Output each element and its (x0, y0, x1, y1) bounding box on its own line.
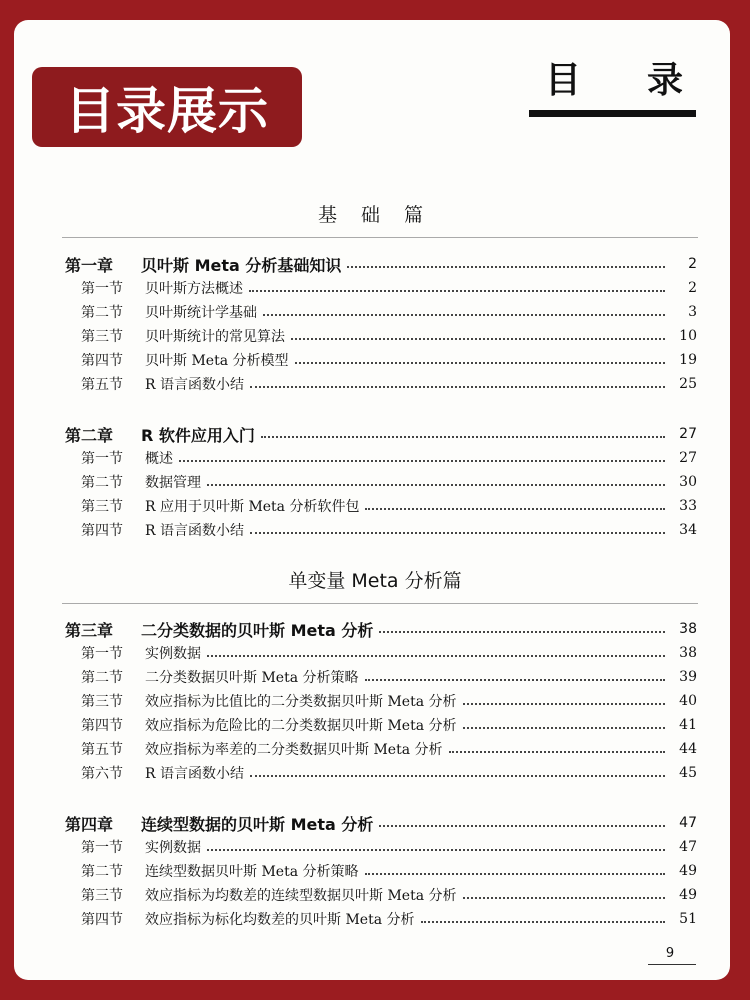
toc-section (65, 641, 697, 665)
section-title-univariate: 单变量 Meta 分析篇 (288, 570, 462, 592)
toc-section (65, 883, 697, 907)
section-title: R 应用于贝叶斯 Meta 分析软件包 (145, 499, 360, 515)
page-number: 30 (679, 474, 697, 490)
page-number: 2 (688, 256, 697, 272)
section-title: 贝叶斯 Meta 分析模型 (145, 353, 289, 369)
dot-leader (421, 919, 666, 923)
page-number: 40 (679, 693, 697, 709)
dot-leader (463, 725, 666, 729)
section-title: 效应指标为比值比的二分类数据贝叶斯 Meta 分析 (145, 694, 457, 710)
section-number: 第二节 (81, 475, 123, 491)
section-title: 实例数据 (145, 646, 201, 662)
section-number: 第三节 (81, 329, 123, 345)
section-number: 第四节 (81, 718, 123, 734)
section-divider (62, 603, 698, 604)
dot-leader (207, 847, 665, 851)
page-number: 25 (679, 376, 697, 392)
dot-leader (250, 384, 665, 388)
section-number: 第四节 (81, 353, 123, 369)
section-number: 第五节 (81, 377, 123, 393)
toc-section (65, 689, 697, 713)
dot-leader (179, 458, 665, 462)
toc-section (65, 276, 697, 300)
section-title: 连续型数据贝叶斯 Meta 分析策略 (145, 864, 359, 880)
toc-section (65, 737, 697, 761)
toc-section (65, 761, 697, 785)
dot-leader (347, 264, 665, 268)
title-char-2: 录 (646, 58, 683, 101)
page-number: 47 (679, 815, 697, 831)
folio-rule (648, 964, 696, 965)
section-number: 第四节 (81, 912, 123, 928)
toc-section (65, 348, 697, 372)
section-number: 第三节 (81, 888, 123, 904)
toc-section (65, 835, 697, 859)
dot-leader (250, 773, 665, 777)
toc-chapter (65, 422, 697, 446)
section-title: 数据管理 (145, 475, 201, 491)
dot-leader (379, 823, 665, 827)
toc-chapter (65, 617, 697, 641)
page-number: 19 (679, 352, 697, 368)
section-number: 第四节 (81, 523, 123, 539)
section-title-basics: 基 础 篇 (317, 204, 433, 226)
toc-section (65, 324, 697, 348)
section-number: 第二节 (81, 670, 123, 686)
toc-section (65, 713, 697, 737)
section-number: 第三节 (81, 694, 123, 710)
page-number: 51 (679, 911, 697, 927)
chapter-number: 第二章 (65, 425, 114, 445)
chapter-title: 连续型数据的贝叶斯 Meta 分析 (141, 814, 374, 834)
section-title: R 语言函数小结 (145, 766, 244, 782)
dot-leader (207, 482, 665, 486)
section-title: 效应指标为危险比的二分类数据贝叶斯 Meta 分析 (145, 718, 457, 734)
page-number: 27 (679, 450, 697, 466)
page-number: 34 (679, 522, 697, 538)
section-title: 实例数据 (145, 840, 201, 856)
dot-leader (379, 629, 665, 633)
section-title: 概述 (145, 451, 173, 467)
dot-leader (463, 701, 666, 705)
section-title: 贝叶斯统计学基础 (145, 305, 257, 321)
page-title (531, 52, 697, 102)
toc-section (65, 494, 697, 518)
toc-chapter (65, 252, 697, 276)
section-number: 第一节 (81, 451, 123, 467)
toc-section (65, 300, 697, 324)
page-number: 44 (679, 741, 697, 757)
section-title: R 语言函数小结 (145, 377, 244, 393)
toc-section (65, 859, 697, 883)
page-number: 2 (688, 280, 697, 296)
dot-leader (365, 506, 665, 510)
section-title: 二分类数据贝叶斯 Meta 分析策略 (145, 670, 359, 686)
page-number: 27 (679, 426, 697, 442)
chapter-number: 第四章 (65, 814, 114, 834)
toc-section (65, 518, 697, 542)
section-number: 第二节 (81, 864, 123, 880)
title-char-1: 目 (545, 58, 582, 101)
dot-leader (261, 434, 665, 438)
dot-leader (449, 749, 666, 753)
section-number: 第三节 (81, 499, 123, 515)
toc-chapter (65, 811, 697, 835)
section-title: 效应指标为标化均数差的贝叶斯 Meta 分析 (145, 912, 415, 928)
section-title: 效应指标为率差的二分类数据贝叶斯 Meta 分析 (145, 742, 443, 758)
section-number: 第六节 (81, 766, 123, 782)
page-number: 49 (679, 863, 697, 879)
dot-leader (365, 677, 666, 681)
page-number: 38 (679, 621, 697, 637)
dot-leader (365, 871, 666, 875)
page-number: 33 (679, 498, 697, 514)
toc-section (65, 665, 697, 689)
section-number: 第五节 (81, 742, 123, 758)
toc-banner: 目录展示 (32, 67, 302, 147)
chapter-title: 贝叶斯 Meta 分析基础知识 (141, 255, 342, 275)
dot-leader (250, 530, 665, 534)
folio-page-number: 9 (665, 946, 675, 961)
section-number: 第二节 (81, 305, 123, 321)
dot-leader (263, 312, 665, 316)
toc-section (65, 372, 697, 396)
section-number: 第一节 (81, 840, 123, 856)
dot-leader (249, 288, 665, 292)
toc-section (65, 907, 697, 931)
section-title: R 语言函数小结 (145, 523, 244, 539)
title-underline (529, 110, 696, 117)
dot-leader (291, 336, 665, 340)
page-number: 39 (679, 669, 697, 685)
dot-leader (463, 895, 666, 899)
section-title: 贝叶斯方法概述 (145, 281, 243, 297)
chapter-number: 第一章 (65, 255, 114, 275)
page-number: 3 (688, 304, 697, 320)
section-divider (62, 237, 698, 238)
toc-section (65, 470, 697, 494)
page-number: 45 (679, 765, 697, 781)
chapter-title: 二分类数据的贝叶斯 Meta 分析 (141, 620, 374, 640)
dot-leader (295, 360, 666, 364)
page-number: 10 (679, 328, 697, 344)
toc-section (65, 446, 697, 470)
chapter-title: R 软件应用入门 (141, 425, 255, 445)
section-number: 第一节 (81, 646, 123, 662)
chapter-number: 第三章 (65, 620, 114, 640)
section-title: 效应指标为均数差的连续型数据贝叶斯 Meta 分析 (145, 888, 457, 904)
page-number: 47 (679, 839, 697, 855)
page-number: 38 (679, 645, 697, 661)
dot-leader (207, 653, 665, 657)
section-number: 第一节 (81, 281, 123, 297)
page-number: 49 (679, 887, 697, 903)
page-number: 41 (679, 717, 697, 733)
section-title: 贝叶斯统计的常见算法 (145, 329, 285, 345)
